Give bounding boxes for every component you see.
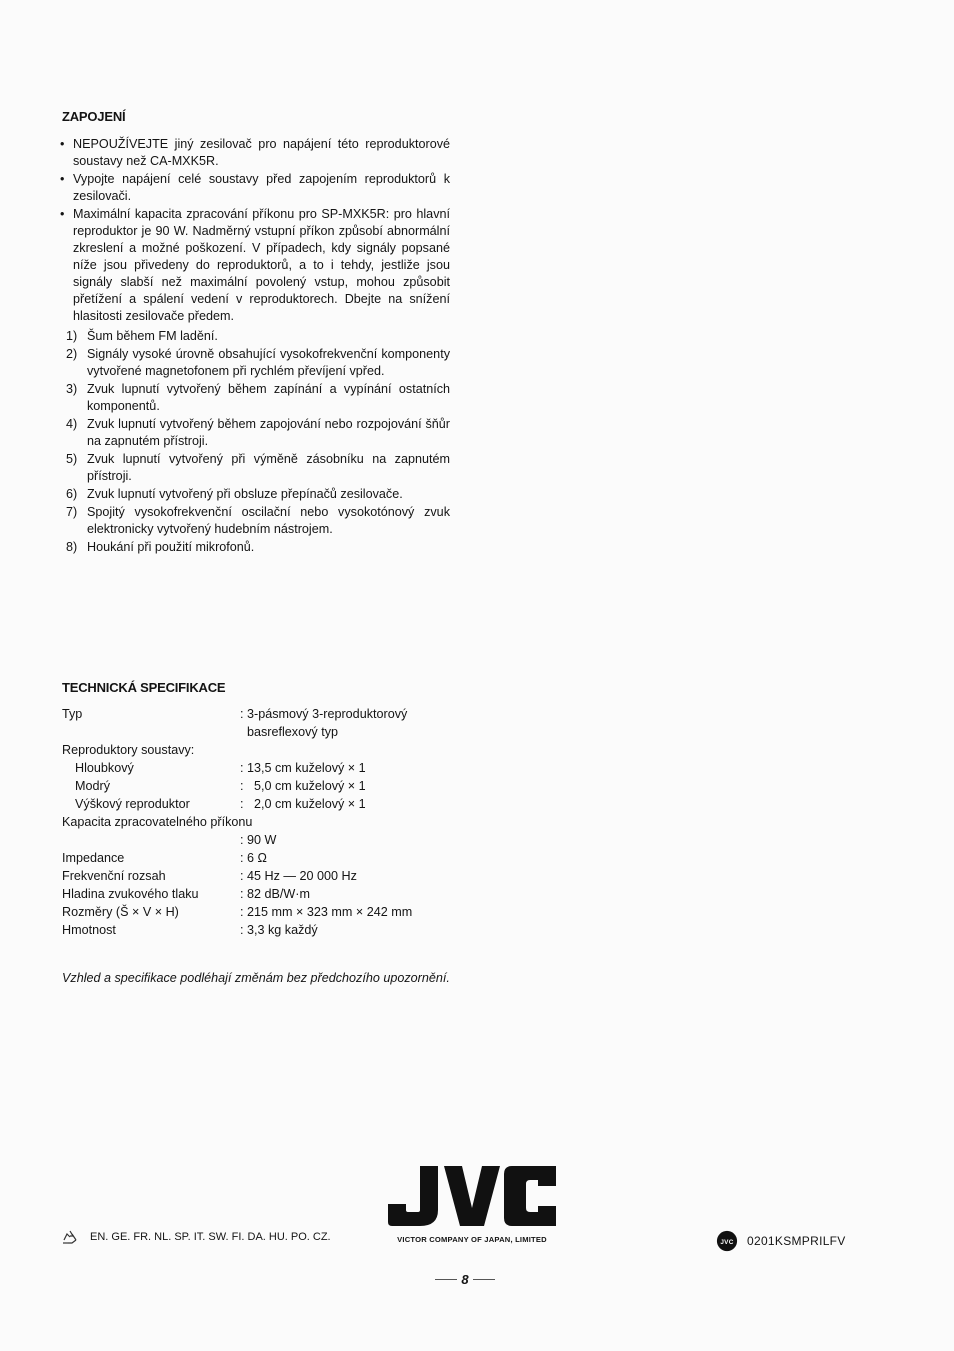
spec-row [62, 903, 440, 921]
spec-row [62, 723, 440, 741]
numbered-item [66, 416, 450, 450]
recycle-icon [60, 1227, 80, 1247]
section-title-spec: TECHNICKÁ SPECIFIKACE [62, 680, 226, 695]
item-text: Spojitý vysokofrekvenční oscilační nebo vysokotónový zvuk elektronicky vytvořený hudebním nástrojem. [87, 505, 450, 536]
spec-label: Frekvenční rozsah [62, 869, 166, 883]
spec-row [62, 885, 440, 903]
bullet-dot: • [60, 172, 65, 186]
bullet-dot: • [60, 137, 65, 151]
language-list [60, 1227, 331, 1247]
item-number: 1) [66, 329, 78, 343]
spec-label: Kapacita zpracovatelného příkonu [62, 815, 253, 829]
spec-value: : 2,0 cm kuželový × 1 [240, 797, 366, 811]
spec-value: : 3-pásmový 3-reproduktorový [240, 707, 408, 721]
disclaimer-note: Vzhled a specifikace podléhají změnám bez předchozího upozornění. [62, 971, 450, 985]
spec-value: : 3,3 kg každý [240, 923, 318, 937]
item-number: 2) [66, 347, 78, 361]
spec-row [62, 921, 440, 939]
spec-row [62, 705, 440, 723]
bullet-text: Maximální kapacita zpracování příkonu pro SP-MXK5R: pro hlavní reproduktor je 90 W. Nadměrný vstupní příkon způsobí abnormální zkreslení a možné poškození. V případech, kdy signály popsané níže jsou přivedeny do reproduktorů, a to i tehdy, jestliže jsou signály slabší než maximální povolený vstup, mohou způsobit přetížení a spálení vedení v reproduktorech. Dbejte na snížení hlasitosti zesilovače předem. [73, 207, 450, 323]
bullet-list [58, 136, 450, 326]
bullet-item [58, 171, 450, 205]
spec-row [62, 777, 440, 795]
spec-value: : 13,5 cm kuželový × 1 [240, 761, 366, 775]
document-code [716, 1230, 846, 1252]
bullet-text: Vypojte napájení celé soustavy před zapojením reproduktorů k zesilovači. [73, 172, 450, 203]
item-text: Houkání při použití mikrofonů. [87, 540, 255, 554]
numbered-item [66, 486, 450, 503]
item-text: Zvuk lupnutí vytvořený během zapojování nebo rozpojování šňůr na zapnutém přístroji. [87, 417, 450, 448]
spec-value: : 82 dB/W·m [240, 887, 310, 901]
page-number-rule-right [473, 1279, 495, 1280]
spec-label: Výškový reproduktor [75, 797, 190, 811]
spec-value [240, 741, 440, 759]
page-number-text: 8 [461, 1272, 469, 1287]
spec-label: Hladina zvukového tlaku [62, 887, 199, 901]
spec-label: Impedance [62, 851, 125, 865]
jvc-wordmark [386, 1164, 558, 1228]
jvc-round-logo-icon [716, 1230, 738, 1252]
jvc-logo [386, 1164, 558, 1244]
numbered-list [66, 328, 450, 557]
bullet-dot: • [60, 207, 65, 221]
spec-value: : 5,0 cm kuželový × 1 [240, 779, 366, 793]
spec-value: basreflexový typ [240, 725, 338, 739]
spec-row [62, 759, 440, 777]
spec-label [62, 831, 240, 849]
item-text: Zvuk lupnutí vytvořený během zapínání a vypínání ostatních komponentů. [87, 382, 450, 413]
spec-table [62, 705, 440, 939]
spec-label [62, 723, 240, 741]
svg-text:JVC: JVC [720, 1238, 734, 1246]
numbered-item [66, 346, 450, 380]
spec-row [62, 867, 440, 885]
page-number-rule-left [435, 1279, 457, 1280]
language-codes: EN. GE. FR. NL. SP. IT. SW. FI. DA. HU. PO. CZ. [90, 1231, 331, 1243]
item-number: 4) [66, 417, 78, 431]
bullet-item [58, 136, 450, 170]
bullet-text: NEPOUŽÍVEJTE jiný zesilovač pro napájení této reproduktorové soustavy než CA-MXK5R. [73, 137, 450, 168]
spec-value: : 6 Ω [240, 851, 267, 865]
numbered-item [66, 504, 450, 538]
item-number: 6) [66, 487, 78, 501]
spec-value: : 90 W [240, 833, 277, 847]
spec-label: Hloubkový [75, 761, 134, 775]
item-number: 3) [66, 382, 78, 396]
spec-row [62, 795, 440, 813]
numbered-item [66, 381, 450, 415]
spec-label: Rozměry (Š × V × H) [62, 905, 179, 919]
page-number [425, 1272, 505, 1287]
numbered-item [66, 539, 450, 556]
document-code-text: 0201KSMPRILFV [747, 1234, 846, 1248]
spec-value: : 45 Hz — 20 000 Hz [240, 869, 357, 883]
item-text: Šum během FM ladění. [87, 329, 218, 343]
item-text: Signály vysoké úrovně obsahující vysokofrekvenční komponenty vytvořené magnetofonem při rychlém převíjení vpřed. [87, 347, 450, 378]
item-text: Zvuk lupnutí vytvořený při obsluze přepínačů zesilovače. [87, 487, 403, 501]
spec-row [62, 813, 440, 831]
item-number: 5) [66, 452, 78, 466]
numbered-item [66, 328, 450, 345]
spec-label: Hmotnost [62, 923, 116, 937]
spec-value: : 215 mm × 323 mm × 242 mm [240, 905, 413, 919]
spec-row [62, 741, 440, 759]
company-name: VICTOR COMPANY OF JAPAN, LIMITED [397, 1235, 547, 1244]
item-number: 7) [66, 505, 78, 519]
item-text: Zvuk lupnutí vytvořený při výměně zásobníku na zapnutém přístroji. [87, 452, 450, 483]
numbered-item [66, 451, 450, 485]
spec-row [62, 849, 440, 867]
spec-row [62, 831, 440, 849]
spec-label: Typ [62, 707, 83, 721]
item-number: 8) [66, 540, 78, 554]
bullet-item [58, 206, 450, 325]
section-title-zapojeni: ZAPOJENÍ [62, 109, 126, 124]
spec-label: Reproduktory soustavy: [62, 743, 195, 757]
spec-label: Modrý [75, 779, 110, 793]
